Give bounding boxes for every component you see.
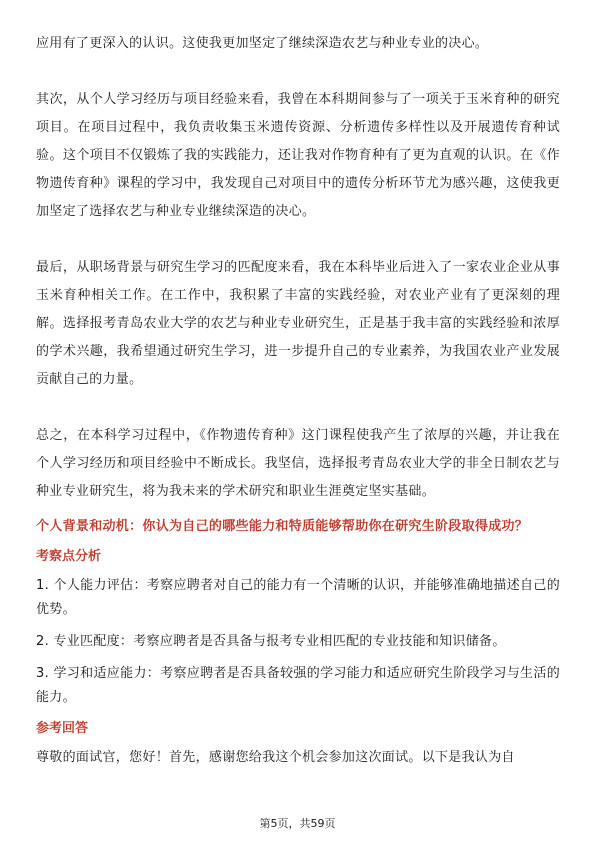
analysis-heading: 考察点分析 (36, 549, 102, 564)
paragraph-gap (36, 394, 560, 422)
body-paragraph-4: 总之，在本科学习过程中，《作物遗传育种》这门课程使我产生了浓厚的兴趣，并让我在个人学习经历和项目经验中不断成长。我坚信，选择报考青岛农业大学的非全日制农艺与种业专业研究生，将为我未来的学术研究和职业生涯奠定坚实基础。 (36, 428, 560, 499)
analysis-item-2: 2. 专业匹配度：考察应聘者是否具备与报考专业相匹配的专业技能和知识储备。 (36, 634, 506, 649)
document-page (36, 30, 560, 770)
body-paragraph-1: 应用有了更深入的认识。这使我更加坚定了继续深造农艺与种业专业的决心。 (36, 36, 489, 51)
paragraph-gap (36, 226, 560, 254)
analysis-item-1: 1. 个人能力评估：考察应聘者对自己的能力有一个清晰的认识，并能够准确地描述自己的优势。 (36, 578, 560, 617)
page-number-footer: 第5页，共59页 (259, 817, 336, 830)
body-paragraph-3: 最后，从职场背景与研究生学习的匹配度来看，我在本科毕业后进入了一家农业企业从事玉米育种相关工作。在工作中，我积累了丰富的实践经验，对农业产业有了更深刻的理解。选择报考青岛农业大学的农艺与种业专业研究生，正是基于我丰富的实践经验和浓厚的学术兴趣，我希望通过研究生学习，进一步提升自己的专业素养，为我国农业产业发展贡献自己的力量。 (36, 260, 560, 387)
reference-answer-text: 尊敬的面试官，您好！首先，感谢您给我这个机会参加这次面试。以下是我认为自 (36, 750, 515, 765)
body-paragraph-2: 其次，从个人学习经历与项目经验来看，我曾在本科期间参与了一项关于玉米育种的研究项目。在项目过程中，我负责收集玉米遗传资源、分析遗传多样性以及开展遗传育种试验。这个项目不仅锻炼了我的实践能力，还让我对作物育种有了更为直观的认识。在《作物遗传育种》课程的学习中，我发现自己对项目中的遗传分析环节尤为感兴趣，这使我更加坚定了选择农艺与种业专业继续深造的决心。 (36, 92, 560, 219)
reference-heading: 参考回答 (36, 721, 89, 736)
interview-question: 个人背景和动机：你认为自己的哪些能力和特质能够帮助你在研究生阶段取得成功？ (36, 519, 529, 534)
analysis-item-3: 3. 学习和适应能力：考察应聘者是否具备较强的学习能力和适应研究生阶段学习与生活的能力。 (36, 666, 560, 705)
section-spacer (36, 506, 560, 516)
paragraph-gap (36, 58, 560, 86)
